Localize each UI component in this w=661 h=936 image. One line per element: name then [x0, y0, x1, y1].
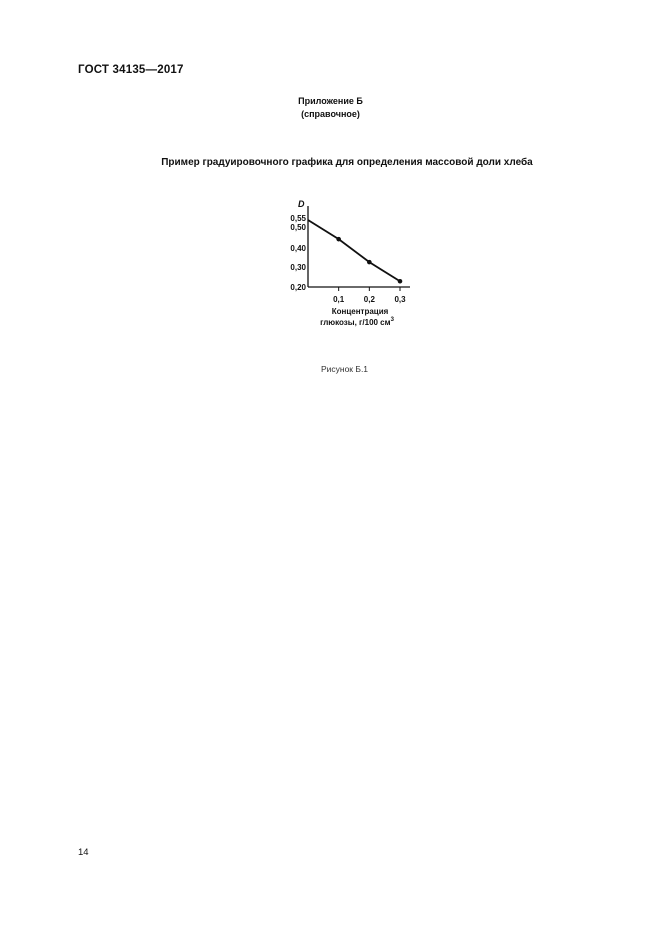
x-ticks	[333, 287, 406, 304]
x-tick-label: 0,3	[394, 295, 406, 304]
data-point	[336, 237, 341, 242]
y-ticks	[290, 214, 306, 292]
x-axis-label-unit: глюкозы, г/100 см	[320, 318, 391, 327]
calibration-line	[308, 220, 400, 281]
data-point	[367, 260, 372, 265]
figure-title: Пример градуировочного графика для определения массовой доли хлеба	[161, 157, 533, 168]
series	[308, 220, 402, 284]
y-tick-label: 0,50	[290, 223, 306, 232]
page-number: 14	[78, 847, 89, 858]
x-axis-label-line-2	[320, 317, 394, 327]
appendix-title: Приложение Б	[298, 96, 363, 106]
document-code: ГОСТ 34135—2017	[78, 64, 184, 76]
data-point	[398, 279, 403, 284]
calibration-chart	[270, 196, 430, 336]
y-tick-label: 0,40	[290, 244, 306, 253]
y-tick-label: 0,55	[290, 214, 306, 223]
y-tick-label: 0,20	[290, 283, 306, 292]
x-tick-label: 0,2	[363, 295, 375, 304]
x-tick-label: 0,1	[333, 295, 345, 304]
x-axis-label-line-1: Концентрация	[331, 307, 389, 316]
x-axis-label-superscript: 3	[390, 317, 394, 323]
y-tick-label: 0,30	[290, 263, 306, 272]
y-axis-label: D	[298, 199, 305, 209]
appendix-subtitle: (справочное)	[301, 109, 360, 119]
figure-caption: Рисунок Б.1	[320, 364, 369, 374]
